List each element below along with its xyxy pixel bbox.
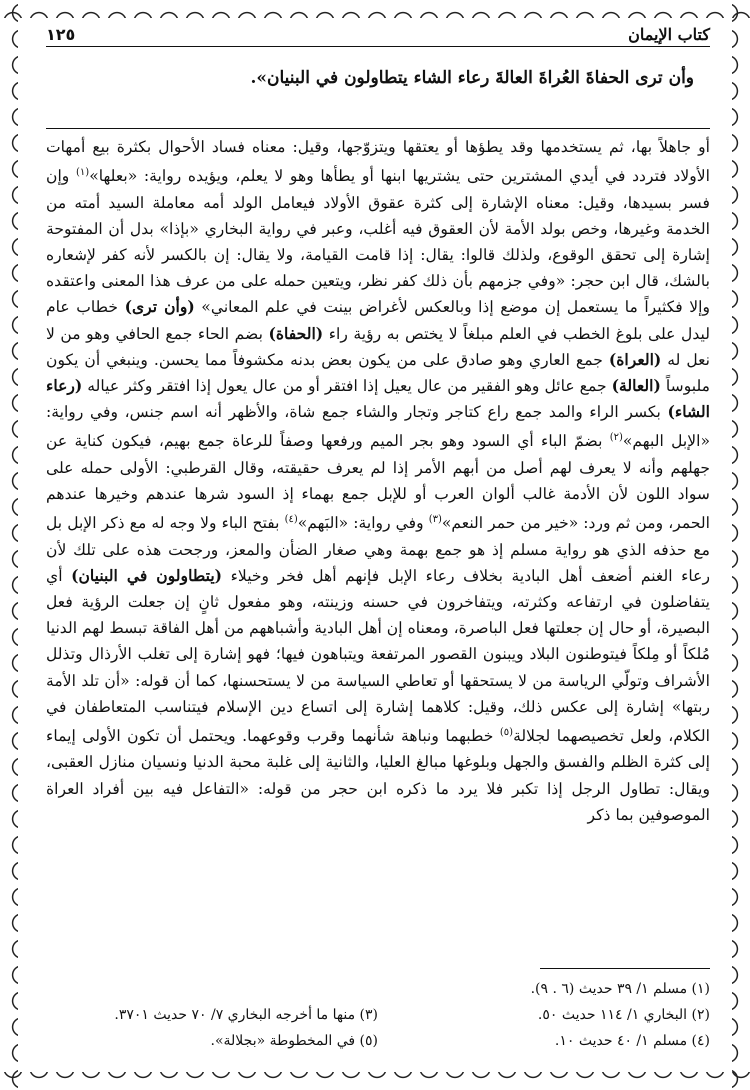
decorative-border-right [732, 0, 750, 1090]
footnote-5 [46, 1028, 378, 1054]
footnote-mark: (٢) [609, 432, 623, 444]
footnote-text: منها ما أخرجه البخاري ٧/ ٧٠ حديث ٣٧٠١. [114, 1007, 356, 1023]
footnote-number: (٤) [691, 1033, 710, 1049]
commentary-text: وفي رواية: «البَهم» [297, 514, 429, 533]
footnote-row [46, 1002, 710, 1028]
footnote-row [46, 1028, 710, 1054]
footnote-1 [365, 976, 710, 1002]
book-title: كتاب الإيمان [628, 25, 710, 44]
commentary-text: خطبهما ونباهة شأنهما وقرب وقوعهما. ويحتمل أن تكون الأولى إيماء إلى كثرة الظلم والفسق والجهل وبلوغها مبالغ العليا، والثانية إلى غلبة محبة الدنيا ونسيان منازل العقبى، ويقال: تطاول الرجل إذا تكبر فلا يرد ما ذكره ابن حجر من قوله: «التفاعل فيه بين أفراد العراة الموصوفين بما ذكر [46, 727, 710, 824]
footnote-3 [46, 1002, 378, 1028]
footnote-4 [378, 1028, 710, 1054]
footnote-mark: (٤) [284, 514, 298, 526]
commentary-text: بضم الحاء جمع الحافي وهو من لا نعل له [46, 324, 710, 369]
footnote-row [46, 976, 710, 1002]
page-number: ١٢٥ [46, 25, 76, 44]
commentary-text: بكسر الراء والمد جمع راع كتاجر وتجار والشاء جمع شاة، والأظهر أنه اسم جنس، وفي رواية: «الإبل البهم» [46, 403, 710, 451]
divider-rule [46, 128, 710, 129]
hadith-text: وأن ترى الحفاةَ العُراةَ العالةَ رعاء الشاء يتطاولون في البنيان». [250, 68, 694, 88]
keyword-highlight: (العالة) [611, 376, 661, 396]
commentary-text: أي يتفاضلون في ارتفاعه وكثرته، ويتفاخرون في حسنه وزينته، وهو مفعول ثانٍ إن جعلت الرؤية فعل البصيرة، أو حال إن جعلتها فعل الباصرة، ومعناه إن أهل البادية وأشباههم من أهل الفاقة تبسط لهم الدنيا مُلكاً أو مِلكاً فيتوطنون البلاد ويبنون القصور المرتفعة ويتباهون فيها؛ فهو إشارة إلى تغلب الأرذال وتذلل الأشراف وتولّي الرياسة من لا يستحقها أو تعاطي السياسة من لا يستحسنها، كما أن قوله: «أن تلد الأمة ربتها» إشارة إلى عكس ذلك، وقيل: كلاهما إشارة إلى اتساع دين الإسلام فيتناسب المتعاطفان في الكلام، ولعل تخصيصهما لجلالة [46, 566, 710, 746]
commentary-text: جمع عائل وهو الفقير من عال يعيل إذا افتقر أو من عال يعول إذا افتقر وكثر عياله [82, 377, 612, 396]
commentary-paragraph [46, 134, 710, 828]
footnote-text: في المخطوطة «بجلالة». [210, 1033, 356, 1049]
page-header [46, 18, 710, 47]
keyword-highlight: (وأن ترى) [124, 297, 195, 317]
footnote-text: البخاري ١/ ١١٤ حديث ٥٠. [537, 1007, 688, 1023]
commentary-text: بضمّ الباء أي السود وهو بجر الميم ورفعها وصفاً للرعاة جمع بهيم، فيكون كناية عن جهلهم وأنه لا يعرف لهم أصل من أبهم الأمر إذا لم يعرف حقيقته، وقال القرطبي: الأولى حمله على سواد اللون لأن الأدمة غالب ألوان العرب أو للإبل جمع بهماء إذ السود شرها عندهم وخيرها عندهم الحمر، ومن ثم ورد: «خير من حمر النعم» [46, 432, 711, 533]
keyword-highlight: (الحفاة) [268, 323, 324, 343]
commentary-text: جمع العاري وهو صادق على من يكون بعض بدنه مكشوفاً مما يحسن. وينبغي أن يكون ملبوساً [46, 350, 710, 396]
commentary-text: أو جاهلاً بها، ثم يستخدمها وقد يطؤها أو يعتقها ويتزوّجها، وقيل: معناه فساد الأحوال بكثرة بيع أمهات الأولاد فتردد في أيدي المشترين حتى يشتريها ابنها أو يطأها وهو لا يعلم، ويؤيده رواية: «بعلها» [46, 138, 710, 186]
footnote-number: (١) [691, 981, 710, 997]
commentary-text: بفتح الباء ولا وجه له مع ذكر الإبل بل مع حذفه الذي هو رواية مسلم إذ هو جمع بهمة وهي صغار الضأن والمعز، ورجحت هذه على تلك لأن رعاء الغنم أضعف أهل البادية بخلاف رعاء الإبل فإنهم أهل فخر وخيلاء [46, 514, 710, 585]
footnote-number: (٢) [691, 1007, 710, 1023]
commentary-text: خطاب عام ليدل على بلوغ الخطب في العلم مبلغاً لا يختص به رؤية راء [46, 298, 710, 343]
footnotes [46, 976, 710, 1054]
keyword-highlight: (العراة) [608, 349, 662, 369]
footnote-mark: (١) [76, 167, 90, 179]
decorative-border-bottom [0, 1072, 750, 1090]
book-page [26, 18, 724, 1070]
footnote-mark: (٣) [428, 514, 442, 526]
keyword-highlight: (رعاء الشاء) [46, 376, 710, 422]
decorative-border-top [0, 0, 750, 18]
keyword-highlight: (يتطاولون في البنيان) [71, 565, 223, 585]
footnote-mark: (٥) [499, 727, 514, 739]
footnote-text: مسلم ١/ ٣٩ حديث (٦ . ٩). [530, 981, 688, 997]
decorative-border-left [0, 0, 18, 1090]
commentary-body [46, 134, 710, 828]
footnote-divider [540, 968, 710, 969]
commentary-text: وإن فسر بسيدها، وقيل: معناه الإشارة إلى كثرة عقوق الأولاد فيعامل الولد أمه معاملة السيد أمته من الخدمة وغيرها، وخص بولد الأمة لأن العقوق فيه أغلب، وعبر في رواية البخاري «بإذا» بدل أن المفتوحة إشارة إلى تحقق الوقوع، ولذلك قالوا: يقال: إذا قامت القيامة، ولا يقال: إن بالكسر لأنه كفر لإشعاره بالشك، قال ابن حجر: «وفي جزمهم بأن ذلك كفر نظر، ويتعين حمله على من عرف هذا المعنى واعتقده وإلا فكثيراً ما يستعمل إن موضع إذا وبالعكس لأغراض بينت في علم المعاني» [46, 167, 710, 317]
footnote-2 [378, 1002, 710, 1028]
footnote-number: (٣) [359, 1007, 378, 1023]
footnote-text: مسلم ١/ ٤٠ حديث ١٠. [554, 1033, 688, 1049]
footnote-number: (٥) [359, 1033, 378, 1049]
